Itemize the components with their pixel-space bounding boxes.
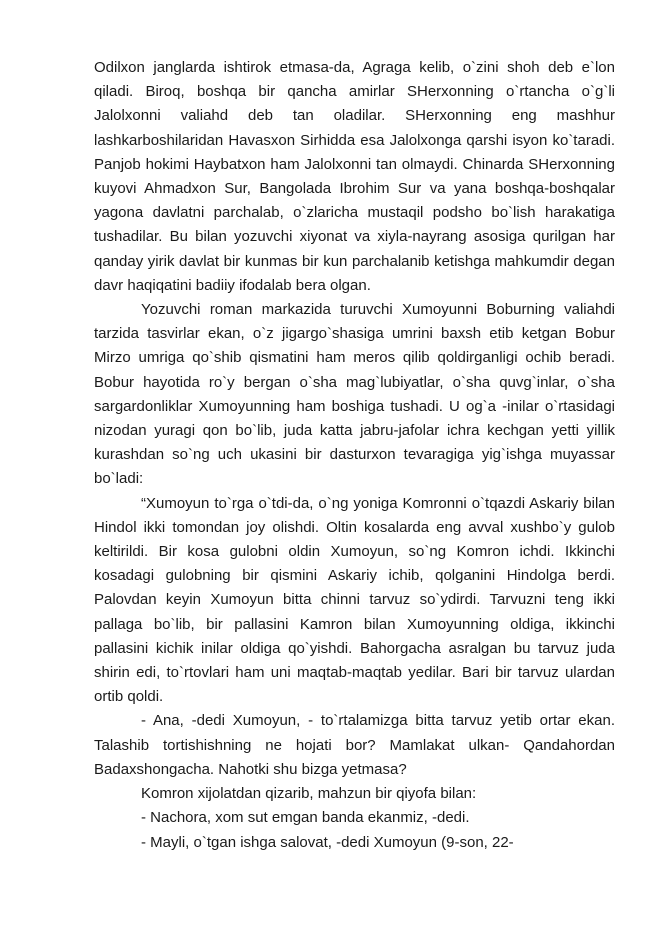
paragraph-7: - Mayli, o`tgan ishga salovat, -dedi Xumoyun (9-son, 22- [141,833,514,851]
paragraph-3: “Xumoyun to`rga o`tdi-da, o`ng yoniga Komronni o`tqazdi Askariy bilan Hindol ikki tomondan joy olishdi. Oltin kosalarda eng avval xushbo`y gulob keltirildi. Bir kosa gulobni oldin Xumoyun, so`ng Komron ichdi. Ikkinchi kosadagi gulobning bir qismini Askariy ichib, qolganini Hindolga berdi. Palovdan keyin Xumoyun bitta chinni tarvuz so`ydirdi. Tarvuzni teng ikki pallaga bo`lib, bir pallasini Kamron bilan Xumoyunning oldiga, ikkinchi pallasini kichik inilar oldiga qo`yishdi. Bahorgacha asralgan bu tarvuz juda shirin edi, to`rtovlari ham uni maqtab-maqtab yedilar. Bari bir tarvuz ulardan ortib qoldi. [94,494,615,706]
paragraph-4: - Ana, -dedi Xumoyun, - to`rtalamizga bitta tarvuz yetib ortar ekan. Talashib tortishishning ne hojati bor? Mamlakat ulkan- Qandahordan Badaxshongacha. Nahotki shu bizga yetmasa? [94,712,615,778]
paragraph-1: Odilxon janglarda ishtirok etmasa-da, Agraga kelib, o`zini shoh deb e`lon qiladi. Biroq, boshqa bir qancha amirlar SHerxonning o`rtancha o`g`li Jalolxonni valiahd deb tan oladilar. SHerxonning eng mashhur lashkarboshilaridan Havasxon Sirhidda esa Jalolxonga qarshi isyon ko`taradi. Panjob hokimi Haybatxon ham Jalolxonni tan olmaydi. Chinarda SHerxonning kuyovi Ahmadxon Sur, Bangolada Ibrohim Sur va yana boshqa-boshqalar yagona davlatni parchalab, o`zlaricha mustaqil podsho bo`lish harakatiga tushadilar. Bu bilan yozuvchi xiyonat va xiyla-nayrang asosiga qurilgan har qanday yirik davlat bir kunmas bir kun parchalanib ketishga mahkumdir degan davr haqiqatini badiiy ifodalab bera olgan. [94,59,615,294]
document-page [94,56,615,855]
paragraph-5: Komron xijolatdan qizarib, mahzun bir qiyofa bilan: [141,785,477,803]
paragraph-6: - Nachora, xom sut emgan banda ekanmiz, -dedi. [141,809,470,827]
paragraph-2: Yozuvchi roman markazida turuvchi Xumoyunni Boburning valiahdi tarzida tasvirlar ekan, o`z jigargo`shasiga umrini baxsh etib ketgan Bobur Mirzo umriga qo`shib qismatini ham meros qilib qoldirganligi ochib beradi. Bobur hayotida ro`y bergan o`sha mag`lubiyatlar, o`sha quvg`inlar, o`sha sargardonliklar Xumoyunning ham boshiga tushadi. U og`a -inilar o`rtasidagi nizodan yuragi qon bo`lib, juda katta jabru-jafolar ichra kechgan yetti yillik kurashdan so`ng uch ukasini bir dasturxon tevaragiga yig`ishga muyassar bo`ladi: [94,301,615,488]
